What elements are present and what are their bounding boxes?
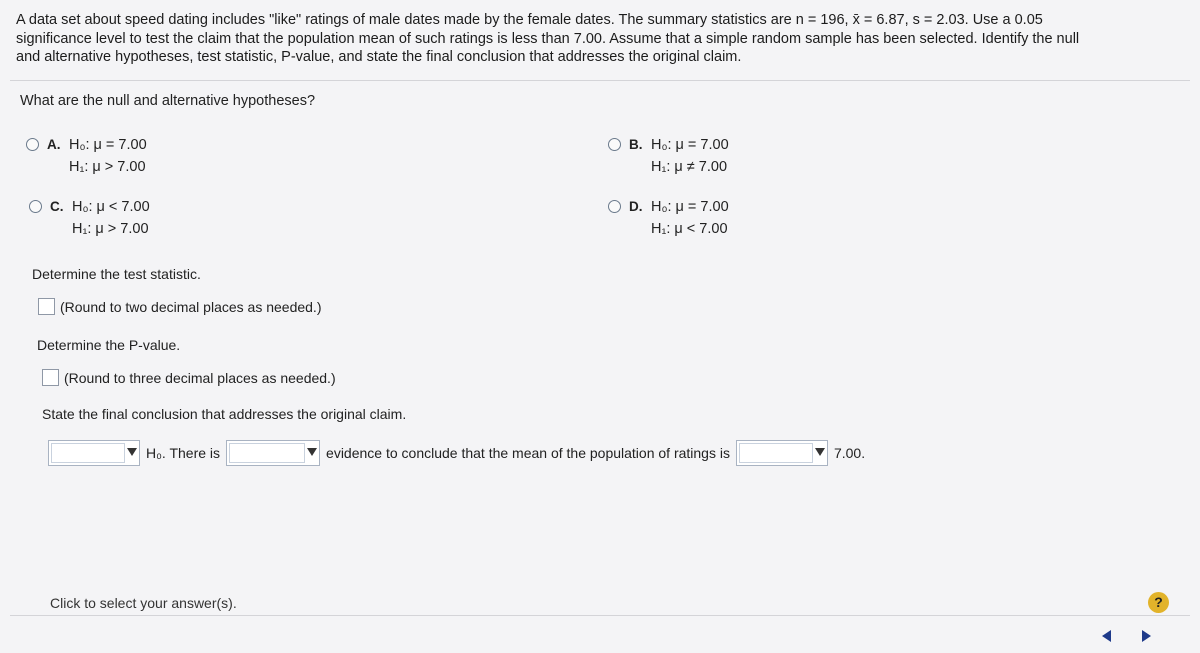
- choice-d-letter: D.: [629, 199, 643, 214]
- conclusion-prompt: State the final conclusion that addresses the original claim.: [42, 406, 407, 422]
- radio-button-c[interactable]: [29, 200, 42, 213]
- previous-arrow-icon[interactable]: [1102, 630, 1111, 642]
- dropdown-arrow-icon: [307, 448, 317, 456]
- choice-b-null-hypothesis: H₀: μ = 7.00: [651, 137, 729, 153]
- choice-a-alt-hypothesis: H₁: μ > 7.00: [69, 159, 146, 175]
- choice-a-null-hypothesis: H₀: μ = 7.00: [69, 137, 147, 153]
- choice-c[interactable]: [29, 196, 150, 240]
- choice-c-letter: C.: [50, 199, 64, 214]
- p-value-input[interactable]: [42, 369, 59, 386]
- dropdown-arrow-icon: [127, 448, 137, 456]
- decision-dropdown-value: [51, 443, 125, 463]
- test-statistic-hint: (Round to two decimal places as needed.): [60, 298, 322, 315]
- choice-b-letter: B.: [629, 137, 643, 152]
- divider: [10, 80, 1190, 81]
- dropdown-arrow-icon: [815, 448, 825, 456]
- problem-statement: [16, 11, 1186, 67]
- problem-line-2: significance level to test the claim that the population mean of such ratings is less than 7.00. Assume that a simple random sample has been selected. Identify the null: [16, 30, 1080, 47]
- conclusion-text-3: 7.00.: [833, 445, 866, 461]
- evidence-dropdown[interactable]: [226, 440, 320, 466]
- choice-d[interactable]: [608, 196, 729, 240]
- choice-b-alt-hypothesis: H₁: μ ≠ 7.00: [651, 159, 728, 175]
- radio-button-d[interactable]: [608, 200, 621, 213]
- problem-line-3: and alternative hypotheses, test statistic, P-value, and state the final conclusion that addresses the original claim.: [16, 49, 742, 65]
- choice-d-null-hypothesis: H₀: μ = 7.00: [651, 199, 729, 215]
- p-value-hint: (Round to three decimal places as needed.): [64, 369, 336, 386]
- question-text: What are the null and alternative hypotheses?: [20, 93, 316, 109]
- radio-button-b[interactable]: [608, 138, 621, 151]
- choice-d-alt-hypothesis: H₁: μ < 7.00: [651, 221, 728, 237]
- radio-button-a[interactable]: [26, 138, 39, 151]
- decision-dropdown[interactable]: [48, 440, 140, 466]
- next-arrow-icon[interactable]: [1142, 630, 1151, 642]
- comparison-dropdown[interactable]: [736, 440, 828, 466]
- evidence-dropdown-value: [229, 443, 305, 463]
- choice-b[interactable]: [608, 134, 729, 178]
- test-statistic-input[interactable]: [38, 298, 55, 315]
- conclusion-text-1: H₀. There is: [146, 445, 221, 461]
- test-statistic-row: [38, 298, 321, 315]
- test-statistic-prompt: Determine the test statistic.: [32, 266, 201, 282]
- p-value-prompt: Determine the P-value.: [37, 337, 181, 353]
- p-value-row: [42, 369, 336, 386]
- conclusion-text-2: evidence to conclude that the mean of the population of ratings is: [326, 445, 730, 461]
- problem-line-1: A data set about speed dating includes "like" ratings of male dates made by the female dates. The summary statistics are n = 196, x̄ = 6.87, s = 2.03. Use a 0.05: [16, 12, 1043, 28]
- choice-a[interactable]: [26, 134, 147, 178]
- bottom-divider: [10, 615, 1190, 616]
- choice-a-letter: A.: [47, 137, 61, 152]
- conclusion-row: [48, 440, 871, 466]
- help-icon[interactable]: ?: [1148, 592, 1169, 613]
- comparison-dropdown-value: [739, 443, 813, 463]
- answer-instruction: Click to select your answer(s).: [50, 595, 237, 611]
- choice-c-null-hypothesis: H₀: μ < 7.00: [72, 199, 150, 215]
- choice-c-alt-hypothesis: H₁: μ > 7.00: [72, 221, 149, 237]
